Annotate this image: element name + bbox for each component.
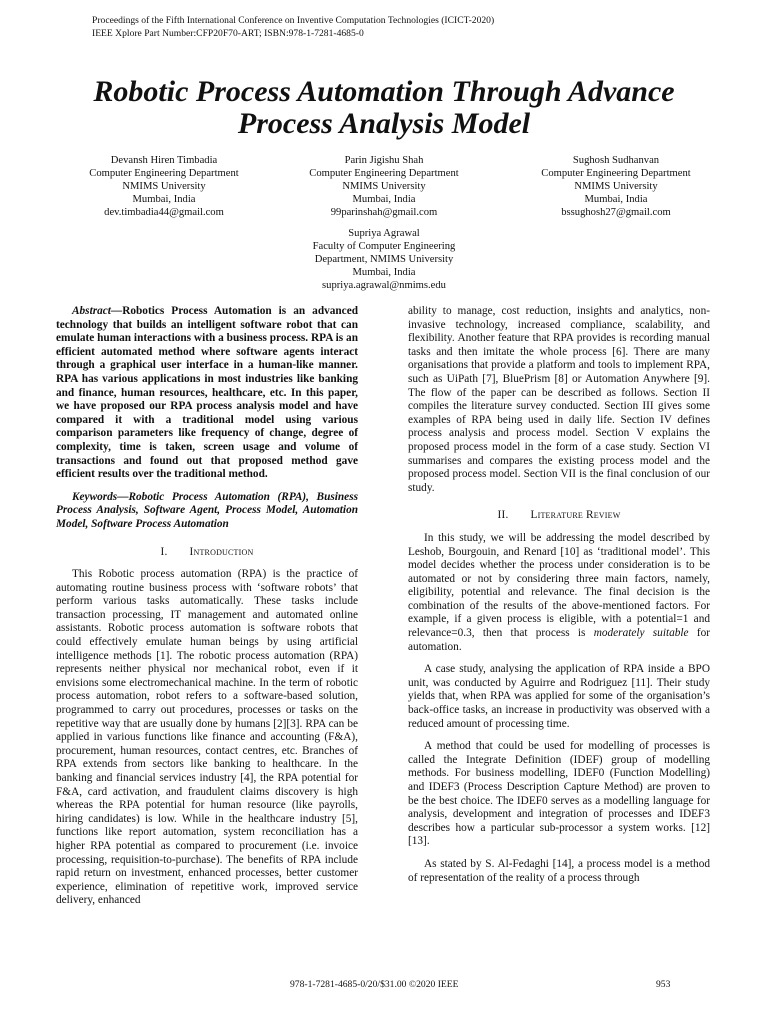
author-block-2 xyxy=(274,154,494,219)
author-city: Mumbai, India xyxy=(584,194,648,205)
author-name: Sughosh Sudhanvan xyxy=(572,155,660,166)
author-block-1 xyxy=(54,154,274,219)
author-dept: Computer Engineering Department xyxy=(89,168,239,179)
conference-line: Proceedings of the Fifth International Conference on Inventive Computation Technologies (ICICT-2020) xyxy=(92,15,495,26)
lit-text-b: for automation. xyxy=(408,627,710,653)
author-email: supriya.agrawal@nmims.edu xyxy=(322,280,446,291)
right-column xyxy=(408,305,710,885)
literature-paragraph-2: A case study, analysing the application of RPA inside a BPO unit, was conducted by Aguirre and Rodriguez [11]. Their study yields that, when RPA was applied for some of the organisation’s back-office tasks, an increase in productivity was observed with a reduced amount of processing time. xyxy=(408,663,710,730)
author-email: bssughosh27@gmail.com xyxy=(561,207,671,218)
keywords xyxy=(56,491,358,532)
footer-copyright: 978-1-7281-4685-0/20/$31.00 ©2020 IEEE xyxy=(290,979,459,990)
author-name: Supriya Agrawal xyxy=(348,228,420,239)
author-name: Devansh Hiren Timbadia xyxy=(110,155,218,166)
section-title: Introduction xyxy=(189,545,254,558)
left-column xyxy=(56,305,358,908)
author-name: Parin Jigishu Shah xyxy=(344,155,424,166)
abstract-label: Abstract— xyxy=(72,305,123,317)
author-city: Mumbai, India xyxy=(352,194,416,205)
paper-title xyxy=(40,76,728,140)
author-univ: Department, NMIMS University xyxy=(314,254,454,265)
intro-paragraph: This Robotic process automation (RPA) is the practice of automating routine business process with ‘software robots’ that perform various tasks automatically. These tasks include transaction processing, IT management and automated online assistants. Robotic process automation is software robots that could effectively emulate human beings by using artificial intelligence methods [1]. The robotic process automation (RPA) represents neither physical nor mechanical robot, even if it envisions some electromechanical machine. In the term of robotic process automation, robot refers to a software-based solution, programmed to carry out procedures, processes or tasks on the repetitive way that are usually done by humans [2][3]. RPA can be applied in various functions like finance and accounting (F&A), procurement, human resources, contact centres, etc. Branches of RPA extends from sectors like banking to healthcare. In the banking and financial services industry [4], the RPA potential for F&A, card activation, and fraudulent claims discovery is high whereas the RPA potential for human resource (like payrolls, hiring candidates) is low. While in the healthcare industry [5], functions like report automation, system reconciliation has a higher RPA potential as compared to procurement (i.e. invoice processing, requisition-to-purchase). The benefits of RPA include rapid return on investment, enhanced processes, better customer experience, elimination of repetitive work, improved service delivery, enhanced xyxy=(56,568,358,907)
author-dept: Faculty of Computer Engineering xyxy=(312,241,456,252)
author-univ: NMIMS University xyxy=(122,181,206,192)
abstract xyxy=(56,305,358,482)
author-city: Mumbai, India xyxy=(352,267,416,278)
page-number: 953 xyxy=(656,979,671,990)
section-number: II. xyxy=(497,509,509,522)
keywords-label: Keywords— xyxy=(72,490,129,503)
keywords-text: Robotic Process Automation (RPA), Business Process Analysis, Software Agent, Process Model, Automation Model, Software Process Automation xyxy=(56,490,358,530)
literature-paragraph-4: As stated by S. Al-Fedaghi [14], a process model is a method of representation of the reality of a process through xyxy=(408,857,710,884)
author-univ: NMIMS University xyxy=(574,181,658,192)
literature-paragraph-1 xyxy=(408,532,710,654)
isbn-line: IEEE Xplore Part Number:CFP20F70-ART; ISBN:978-1-7281-4685-0 xyxy=(92,27,364,39)
section-title: Literature Review xyxy=(530,509,621,522)
abstract-text: Robotics Process Automation is an advanced technology that builds an intelligent software robot that can emulate human interactions with a business process. RPA is an efficient automated method where software agents interact through a graphical user interface in a human-like manner. RPA has various applications in most industries like banking and finance, human resources, healthcare, etc. In this paper, we have proposed our RPA process analysis model and have compared it with a traditional model using various comparison parameters like frequency of change, degree of complexity, time is taken, screen usage and volume of transactions and found out that proposed method gave efficient results over the traditional method. xyxy=(56,305,358,481)
lit-emphasis: moderately suitable xyxy=(593,627,689,640)
conference-header xyxy=(92,15,494,40)
title-line-2: Process Analysis Model xyxy=(237,107,531,140)
lit-text-a: In this study, we will be addressing the model described by Leshob, Bourgouin, and Renard [10] as ‘traditional model’. This model decides whether the process under consideration is to be automated or not by considering three main factors, namely, eligibility, potential and relevance. The final decision is the combination of the results of the above-mentioned factors. For example, if a given process is eligible, with a potential=1 and relevance=0.3, then that process is xyxy=(408,531,710,640)
author-block-3 xyxy=(506,154,726,219)
author-city: Mumbai, India xyxy=(132,194,196,205)
section-heading-introduction xyxy=(56,546,358,560)
author-univ: NMIMS University xyxy=(342,181,426,192)
title-line-1: Robotic Process Automation Through Advance xyxy=(93,75,675,108)
intro-paragraph-continued: ability to manage, cost reduction, insights and analytics, non-invasive technology, increased compliance, scalability, and flexibility. Another feature that RPA provides is recording manual tasks and then imitate the whole process [6]. There are many organisations that provide a platform and tools to implement RPA, such as UiPath [7], BluePrism [8] or Automation Anywhere [9]. The flow of the paper can be described as follows. Section II compiles the literature survey conducted. Section III gives some examples of RPA being used in daily life. Section IV defines process analysis and process model. Section V explains the proposed process model in the form of a case study. Section VI summarises and compares the existing process model and the proposed process model. Section VII is the final conclusion of our study. xyxy=(408,305,710,494)
author-dept: Computer Engineering Department xyxy=(309,168,459,179)
author-dept: Computer Engineering Department xyxy=(541,168,691,179)
author-email: 99parinshah@gmail.com xyxy=(330,207,438,218)
literature-paragraph-3: A method that could be used for modelling of processes is called the Integrate Definition (IDEF) group of modelling methods. For business modelling, IDEF0 (Function Modelling) and IDEF3 (Process Description Capture Method) are proven to be the best choice. The IDEF0 serves as a modelling language for analysis, development and integration of processes and IDEF3 describes how a particular sub-processor a system works. [12][13]. xyxy=(408,740,710,848)
author-email: dev.timbadia44@gmail.com xyxy=(104,207,224,218)
section-number: I. xyxy=(160,545,168,558)
author-block-4 xyxy=(274,227,494,292)
section-heading-literature-review xyxy=(408,509,710,523)
